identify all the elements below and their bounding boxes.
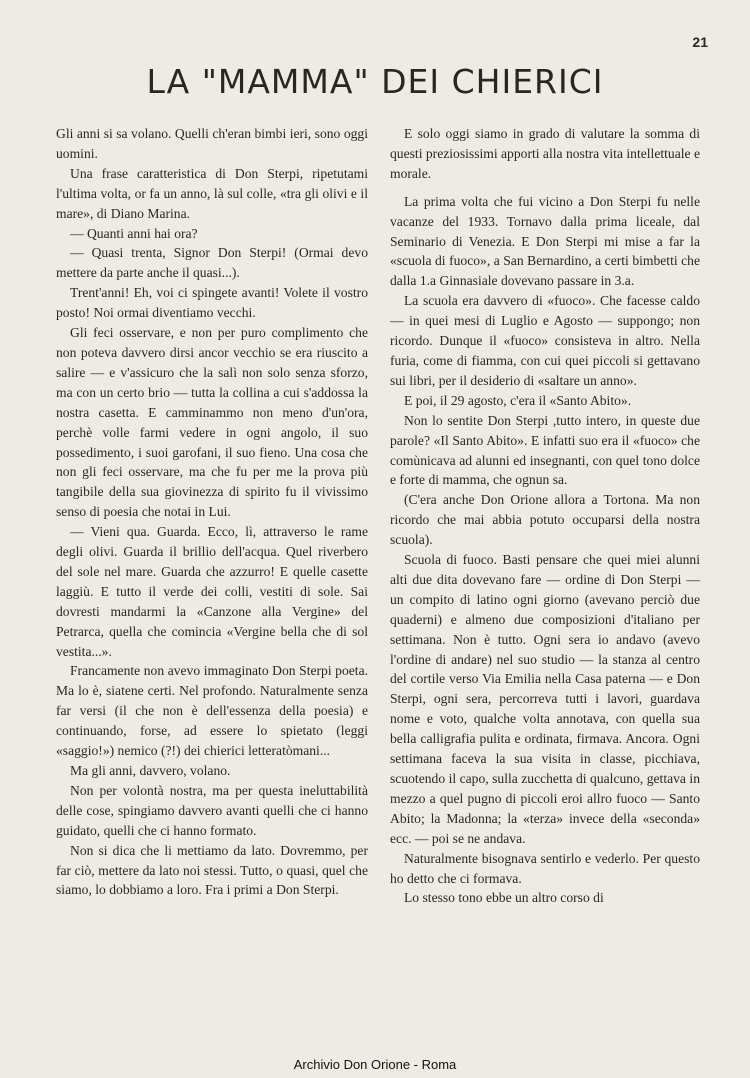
paragraph: Non si dica che li mettiamo da lato. Dovremmo, per far ciò, mettere da lato noi stessi. Tutto, o quasi, quel che siamo, lo dobbiamo a loro. Fra i primi a Don Sterpi. <box>56 842 368 898</box>
paragraph: La scuola era davvero di «fuoco». Che facesse caldo — in quei mesi di Luglio e Agosto — suppongo; non ricordo. Dunque il «fuoco» consisteva in altro. Nella furia, come di fiamma, con cui quei piccoli si gettavano sui libri, per il desiderio di «saltare un anno». <box>390 293 700 388</box>
article-title: LA "MAMMA" DEI CHIERICI <box>146 62 604 101</box>
archive-footer: Archivio Don Orione - Roma <box>293 1057 457 1072</box>
right-column <box>390 124 700 908</box>
paragraph: Non per volontà nostra, ma per questa ineluttabilità delle cose, spingiamo davvero avanti quelli che ci hanno guidato, quelli che ci hanno formato. <box>56 782 368 838</box>
paragraph: Naturalmente bisognava sentirlo e vederlo. Per questo ho detto che ci formava. <box>390 850 700 886</box>
paragraph: E solo oggi siamo in grado di valutare la somma di questi preziosissimi apporti alla nostra vita intellettuale e morale. <box>390 126 700 181</box>
paragraph: Scuola di fuoco. Basti pensare che quei miei alunni alti due dita dovevano fare — ordine di Don Sterpi — un compito di latino ogni giorno (avevano perciò due quaderni) e almeno due composizioni d'italiano per settimana. Non è tutto. Ogni sera io andavo (avevo l'ordine di andare) nel suo studio — la stanza al centro del cortile verso Via Emilia nella Casa paterna — e Don Sterpi, ogni sera, percorreva tutti i lavori, guardava nome e voto, qualche volta annotava, con quella sua bella calligrafia pulita e ordinata, firmava. Ancora. Ogni settimana faceva la sua visita in classe, picchiava, scuotendo il capo, sulla zucchetta di qualcuno, gettava in mezzo a quel pugno di piccoli eroi allro fuoco — Santo Abito; la Madonna; la «terza» invece della «seconda» ecc. — poi se ne andava. <box>390 552 700 846</box>
paragraph: Francamente non avevo immaginato Don Sterpi poeta. Ma lo è, siatene certi. Nel profondo. Naturalmente senza far versi (il che non è dell'essenza della poesia) e continuando, forse, ad essere lo spietato (leggi «saggio!») nemico (?!) dei chierici letteratòmani... <box>56 663 368 759</box>
paragraph: Lo stesso tono ebbe un altro corso di <box>404 890 604 906</box>
paragraph: La prima volta che fui vicino a Don Sterpi fu nelle vacanze del 1933. Tornavo dalla prima liceale, dal Seminario di Venezia. E Don Sterpi mi mise a far la «scuola di fuoco», a San Bernardino, a certi bimbetti che dalla 1.a Ginnasiale dovevano passare in 3.a. <box>390 193 700 289</box>
paragraph: Non lo sentite Don Sterpi ,tutto intero, in queste due parole? «Il Santo Abito». E infatti suo era il «fuoco» che comùnicava ad alunni ed insegnanti, con quel tono dolce e forte di mamma, che ognun sa. <box>390 412 700 488</box>
paragraph: — Quasi trenta, Signor Don Sterpi! (Ormai devo mettere da parte anche il quasi...). <box>56 245 368 281</box>
page-number: 21 <box>692 34 708 50</box>
paragraph: — Vieni qua. Guarda. Ecco, lì, attraverso le rame degli olivi. Guarda il brillio dell'acqua. Quel riverbero del sole nel mare. Guarda che azzurro! E quelle casette laggiù. E tutto il verde dei colli, vestiti di sole. Sai dovresti mandarmi la «Canzone alla Vergine» del Petrarca, quella che comincia «Vergine bella che di sol vestita...». <box>56 524 368 659</box>
paragraph: Trent'anni! Eh, voi ci spingete avanti! Volete il vostro posto! Noi ormai diventiamo vecchi. <box>56 285 368 321</box>
paragraph: Una frase caratteristica di Don Sterpi, ripetutami l'ultima volta, or fa un anno, là sul colle, «tra gli olivi e il mare», di Diano Marina. <box>56 165 368 221</box>
paragraph: Ma gli anni, davvero, volano. <box>70 763 231 778</box>
paragraph: (C'era anche Don Orione allora a Tortona. Ma non ricordo che mai abbia potuto occuparsi della nostra scuola). <box>390 492 700 548</box>
left-column <box>56 124 368 900</box>
paragraph: Gli anni si sa volano. Quelli ch'eran bimbi ieri, sono oggi uomini. <box>56 126 368 161</box>
paragraph: Gli feci osservare, e non per puro complimento che non poteva davvero dirsi ancor vecchio se era riuscito a salire — e v'assicuro che la salì non solo senza sforzo, ma con un certo brio — tutta la collina a cui s'addossa la nostra casetta. E camminammo non meno d'un'ora, perchè volle farmi vedere in ogni angolo, il suo possedimento, i suoi garofani, il suo fieno. Una cosa che non gli feci osservare, ma che fu per me la prova più tangibile della sua giovinezza di spirito fu il vivissimo senso di poesia che notai in Lui. <box>56 325 368 520</box>
paragraph: E poi, il 29 agosto, c'era il «Santo Abito». <box>404 392 632 408</box>
paragraph: — Quanti anni hai ora? <box>70 225 198 241</box>
